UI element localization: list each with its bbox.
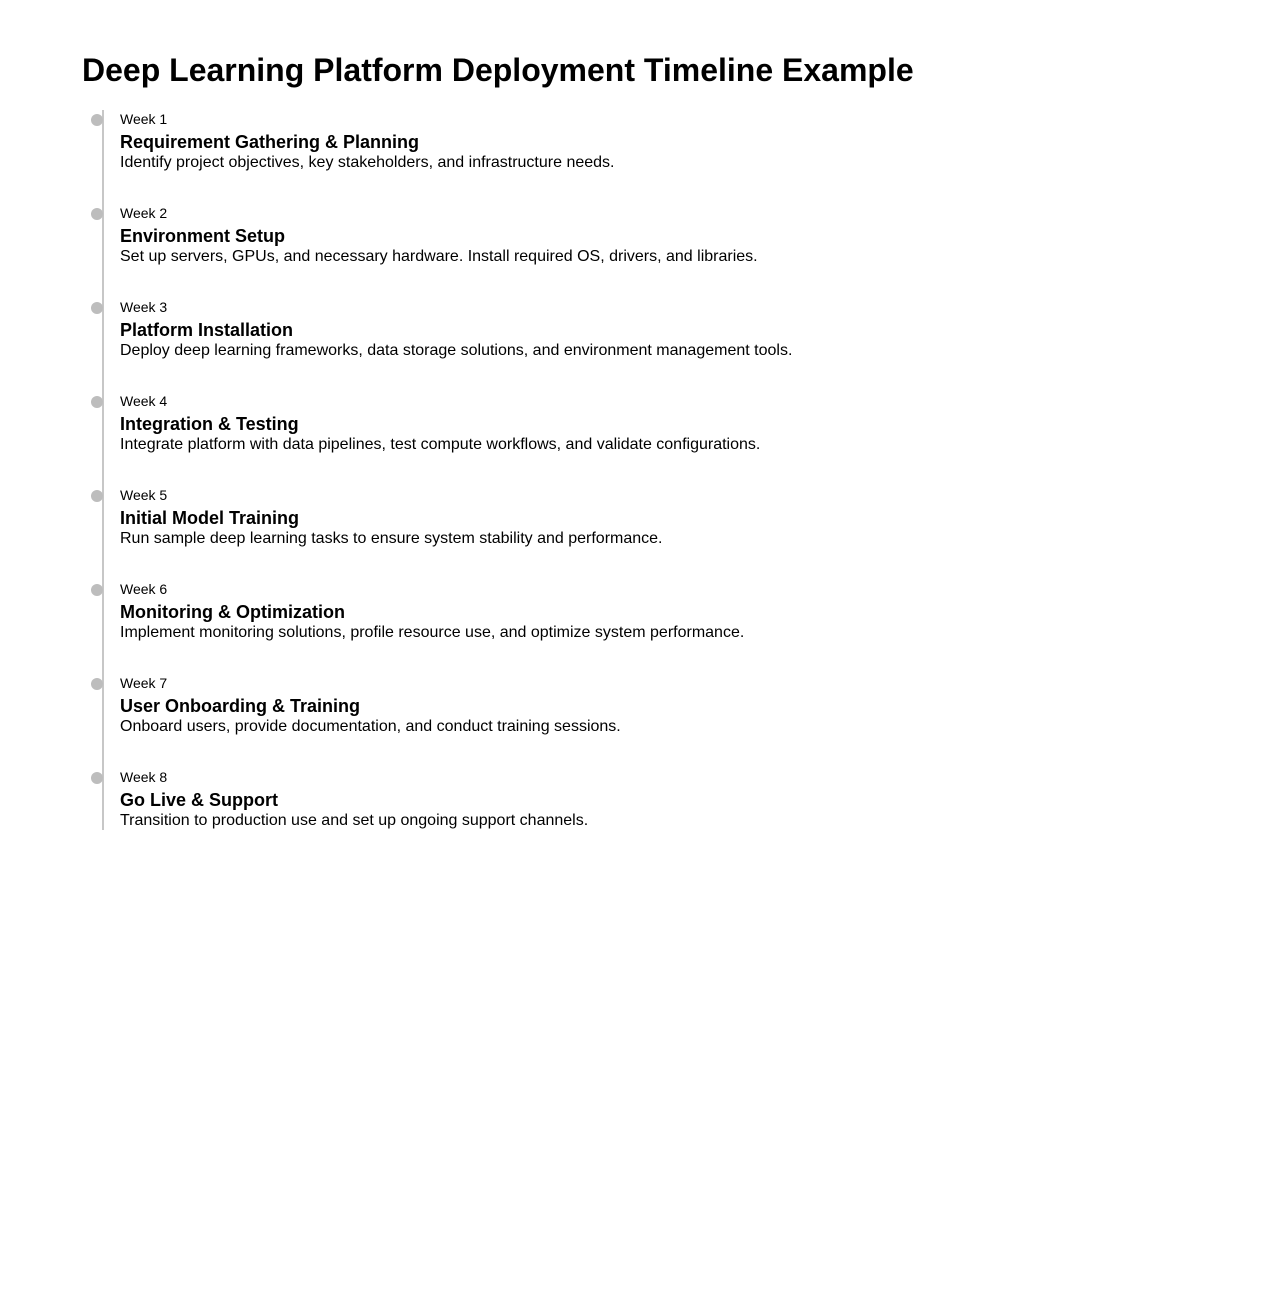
event-title: Requirement Gathering & Planning bbox=[120, 132, 420, 152]
timeline-dot bbox=[91, 584, 103, 596]
event-description: Transition to production use and set up ongoing support channels. bbox=[120, 812, 589, 829]
event-description: Implement monitoring solutions, profile resource use, and optimize system performance. bbox=[120, 624, 745, 641]
event-week-label: Week 5 bbox=[120, 487, 168, 503]
timeline-dot bbox=[91, 678, 103, 690]
timeline-dot bbox=[91, 772, 103, 784]
event-week-label: Week 4 bbox=[120, 393, 168, 409]
event-week-label: Week 3 bbox=[120, 299, 168, 315]
timeline-dot bbox=[91, 114, 103, 126]
event-description: Integrate platform with data pipelines, test compute workflows, and validate configurations. bbox=[120, 436, 761, 453]
event-title: Integration & Testing bbox=[120, 414, 299, 434]
event-week-label: Week 7 bbox=[120, 675, 168, 691]
event-week-label: Week 2 bbox=[120, 205, 168, 221]
timeline-dot bbox=[91, 208, 103, 220]
timeline-event-week-5 bbox=[120, 486, 1200, 558]
timeline-dot bbox=[91, 396, 103, 408]
event-week-label: Week 1 bbox=[120, 111, 168, 127]
timeline-event-week-6 bbox=[120, 580, 1200, 652]
event-description: Deploy deep learning frameworks, data storage solutions, and environment management tools. bbox=[120, 342, 793, 359]
timeline-event-week-3 bbox=[120, 298, 1200, 370]
timeline-event-week-7 bbox=[120, 674, 1200, 746]
event-title: Initial Model Training bbox=[120, 508, 300, 528]
event-title: Monitoring & Optimization bbox=[120, 602, 345, 622]
timeline-event-week-8 bbox=[120, 768, 1200, 840]
timeline-event-week-1 bbox=[120, 110, 1200, 182]
timeline-event-week-4 bbox=[120, 392, 1200, 464]
event-title: Environment Setup bbox=[120, 226, 286, 246]
timeline-dot bbox=[91, 490, 103, 502]
event-description: Onboard users, provide documentation, and conduct training sessions. bbox=[120, 718, 621, 735]
event-title: Go Live & Support bbox=[120, 790, 279, 810]
event-week-label: Week 6 bbox=[120, 581, 168, 597]
event-week-label: Week 8 bbox=[120, 769, 168, 785]
timeline bbox=[102, 110, 1204, 830]
event-description: Identify project objectives, key stakeholders, and infrastructure needs. bbox=[120, 154, 615, 171]
event-description: Set up servers, GPUs, and necessary hardware. Install required OS, drivers, and libraries. bbox=[120, 248, 758, 265]
timeline-event-week-2 bbox=[120, 204, 1200, 276]
event-title: User Onboarding & Training bbox=[120, 696, 361, 716]
page-title: Deep Learning Platform Deployment Timeline Example bbox=[82, 52, 914, 88]
event-description: Run sample deep learning tasks to ensure system stability and performance. bbox=[120, 530, 663, 547]
timeline-dot bbox=[91, 302, 103, 314]
event-title: Platform Installation bbox=[120, 320, 294, 340]
